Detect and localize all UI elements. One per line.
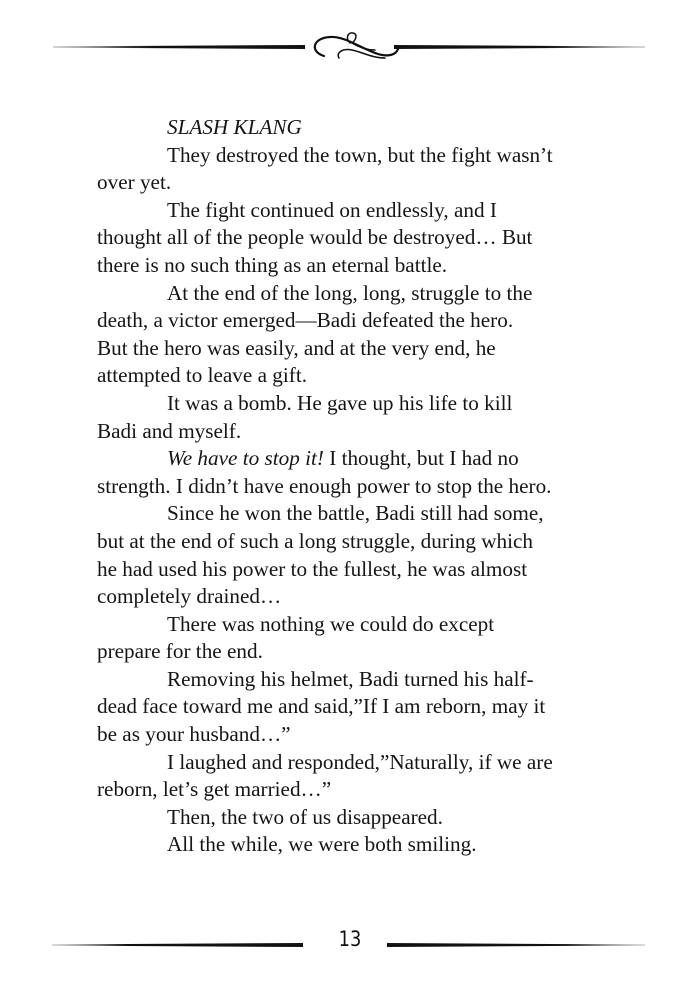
text-line: I laughed and responded,”Naturally, if we are bbox=[167, 749, 553, 774]
header-ornament bbox=[0, 28, 700, 68]
text-line: SLASH KLANG bbox=[167, 115, 302, 139]
text-line: Badi and myself. bbox=[97, 418, 242, 443]
page-number: 13 bbox=[338, 927, 362, 951]
text-line: completely drained… bbox=[97, 584, 282, 609]
text-line bbox=[97, 445, 617, 473]
page-body-text bbox=[97, 114, 617, 859]
text-line: be as your husband…” bbox=[97, 722, 291, 747]
text-line: Since he won the battle, Badi still had some, bbox=[167, 501, 544, 526]
text-line: The fight continued on endlessly, and I bbox=[167, 197, 497, 222]
text-line: strength. I didn’t have enough power to stop the hero. bbox=[97, 473, 552, 498]
flourish-divider-icon bbox=[0, 28, 700, 68]
text-line: attempted to leave a gift. bbox=[97, 363, 308, 388]
text-line: Then, the two of us disappeared. bbox=[167, 804, 443, 829]
text-line: over yet. bbox=[97, 170, 172, 195]
text-line: there is no such thing as an eternal battle. bbox=[97, 252, 448, 277]
text-line: But the hero was easily, and at the very end, he bbox=[97, 335, 496, 360]
text-line: prepare for the end. bbox=[97, 639, 263, 664]
text-line: but at the end of such a long struggle, during which bbox=[97, 528, 534, 553]
text-line: At the end of the long, long, struggle to the bbox=[167, 280, 533, 305]
text-line: dead face toward me and said,”If I am reborn, may it bbox=[97, 694, 546, 719]
italic-thought: We have to stop it! bbox=[167, 446, 324, 471]
page-footer bbox=[0, 925, 700, 965]
text-line: They destroyed the town, but the fight wasn’t bbox=[167, 142, 553, 167]
text-line: All the while, we were both smiling. bbox=[167, 832, 477, 857]
text-line: death, a victor emerged—Badi defeated the hero. bbox=[97, 308, 514, 333]
text-line: reborn, let’s get married…” bbox=[97, 777, 332, 802]
text-line: There was nothing we could do except bbox=[167, 611, 495, 636]
text-line-rest: I thought, but I had no bbox=[323, 446, 519, 471]
text-line: Removing his helmet, Badi turned his half- bbox=[167, 666, 534, 691]
text-line: It was a bomb. He gave up his life to kill bbox=[167, 390, 513, 415]
text-line: he had used his power to the fullest, he was almost bbox=[97, 556, 528, 581]
text-line: thought all of the people would be destroyed… But bbox=[97, 225, 533, 250]
